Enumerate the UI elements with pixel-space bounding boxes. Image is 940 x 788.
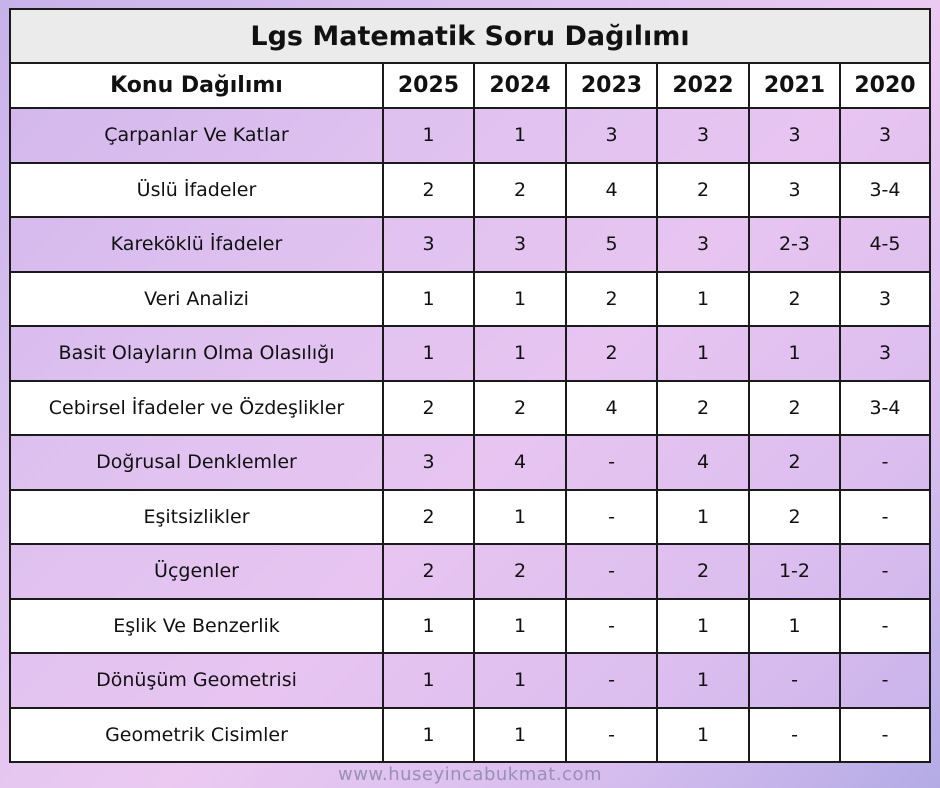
count-cell: 1 <box>474 326 566 381</box>
topic-cell: Üslü İfadeler <box>10 163 383 218</box>
count-cell: 2 <box>749 381 840 436</box>
count-cell: 5 <box>566 217 657 272</box>
count-cell: 1 <box>383 272 474 327</box>
topic-cell: Cebirsel İfadeler ve Özdeşlikler <box>10 381 383 436</box>
website-footer: www.huseyincabukmat.com <box>337 764 603 785</box>
topic-cell: Kareköklü İfadeler <box>10 217 383 272</box>
count-cell: 1 <box>474 653 566 708</box>
topic-cell: Çarpanlar Ve Katlar <box>10 108 383 163</box>
topic-cell: Veri Analizi <box>10 272 383 327</box>
count-cell: 2 <box>474 544 566 599</box>
count-cell: 4 <box>566 381 657 436</box>
count-cell: 2 <box>383 490 474 545</box>
count-cell: 1 <box>474 708 566 763</box>
count-cell: 2 <box>383 544 474 599</box>
count-cell: 3 <box>383 217 474 272</box>
count-cell: - <box>749 708 840 763</box>
count-cell: 3 <box>657 217 749 272</box>
count-cell: - <box>566 653 657 708</box>
count-cell: 1 <box>749 326 840 381</box>
count-cell: - <box>840 490 930 545</box>
count-cell: 1 <box>749 599 840 654</box>
count-cell: 4-5 <box>840 217 930 272</box>
table-row <box>10 163 930 218</box>
count-cell: 4 <box>657 435 749 490</box>
count-cell: 1 <box>657 326 749 381</box>
count-cell: - <box>840 435 930 490</box>
count-cell: 2 <box>657 544 749 599</box>
count-cell: 1 <box>383 108 474 163</box>
count-cell: - <box>566 435 657 490</box>
table-row <box>10 272 930 327</box>
count-cell: - <box>566 708 657 763</box>
count-cell: 3 <box>474 217 566 272</box>
count-cell: 1 <box>657 490 749 545</box>
count-cell: 2 <box>566 326 657 381</box>
count-cell: 2 <box>566 272 657 327</box>
count-cell: 2 <box>383 163 474 218</box>
count-cell: 3-4 <box>840 163 930 218</box>
topic-cell: Basit Olayların Olma Olasılığı <box>10 326 383 381</box>
header-topic: Konu Dağılımı <box>10 63 383 108</box>
count-cell: - <box>840 599 930 654</box>
count-cell: 1 <box>474 272 566 327</box>
table-title: Lgs Matematik Soru Dağılımı <box>10 9 930 63</box>
count-cell: 2 <box>383 381 474 436</box>
count-cell: 2-3 <box>749 217 840 272</box>
count-cell: 1 <box>383 708 474 763</box>
table-row <box>10 108 930 163</box>
header-year: 2025 <box>383 63 474 108</box>
table-row <box>10 326 930 381</box>
count-cell: - <box>840 544 930 599</box>
table-row <box>10 435 930 490</box>
count-cell: 3 <box>566 108 657 163</box>
count-cell: 4 <box>474 435 566 490</box>
count-cell: 1 <box>657 599 749 654</box>
count-cell: 3 <box>657 108 749 163</box>
count-cell: 3 <box>749 108 840 163</box>
count-cell: 2 <box>749 490 840 545</box>
count-cell: 1 <box>657 272 749 327</box>
count-cell: 1-2 <box>749 544 840 599</box>
count-cell: 1 <box>383 599 474 654</box>
header-year: 2022 <box>657 63 749 108</box>
count-cell: 3 <box>840 326 930 381</box>
count-cell: 1 <box>657 708 749 763</box>
count-cell: 3-4 <box>840 381 930 436</box>
count-cell: 1 <box>474 108 566 163</box>
count-cell: 1 <box>383 326 474 381</box>
table-row <box>10 217 930 272</box>
topic-cell: Dönüşüm Geometrisi <box>10 653 383 708</box>
count-cell: 2 <box>657 381 749 436</box>
count-cell: 1 <box>383 653 474 708</box>
count-cell: 2 <box>657 163 749 218</box>
topic-cell: Eşlik Ve Benzerlik <box>10 599 383 654</box>
count-cell: 3 <box>840 272 930 327</box>
table-row <box>10 599 930 654</box>
count-cell: 3 <box>840 108 930 163</box>
count-cell: 1 <box>474 599 566 654</box>
topic-cell: Eşitsizlikler <box>10 490 383 545</box>
count-cell: - <box>840 708 930 763</box>
table-row <box>10 490 930 545</box>
header-year: 2021 <box>749 63 840 108</box>
header-year: 2020 <box>840 63 930 108</box>
header-year: 2024 <box>474 63 566 108</box>
count-cell: - <box>566 544 657 599</box>
topic-cell: Geometrik Cisimler <box>10 708 383 763</box>
count-cell: - <box>566 490 657 545</box>
count-cell: - <box>749 653 840 708</box>
count-cell: 3 <box>383 435 474 490</box>
count-cell: 4 <box>566 163 657 218</box>
count-cell: 2 <box>474 381 566 436</box>
count-cell: 1 <box>657 653 749 708</box>
table-row <box>10 381 930 436</box>
table-row <box>10 708 930 763</box>
count-cell: 3 <box>749 163 840 218</box>
table-row <box>10 653 930 708</box>
count-cell: - <box>566 599 657 654</box>
table-row <box>10 544 930 599</box>
topic-cell: Doğrusal Denklemler <box>10 435 383 490</box>
count-cell: - <box>840 653 930 708</box>
header-year: 2023 <box>566 63 657 108</box>
count-cell: 1 <box>474 490 566 545</box>
topic-cell: Üçgenler <box>10 544 383 599</box>
count-cell: 2 <box>749 435 840 490</box>
count-cell: 2 <box>474 163 566 218</box>
lgs-math-table <box>9 8 931 763</box>
count-cell: 2 <box>749 272 840 327</box>
